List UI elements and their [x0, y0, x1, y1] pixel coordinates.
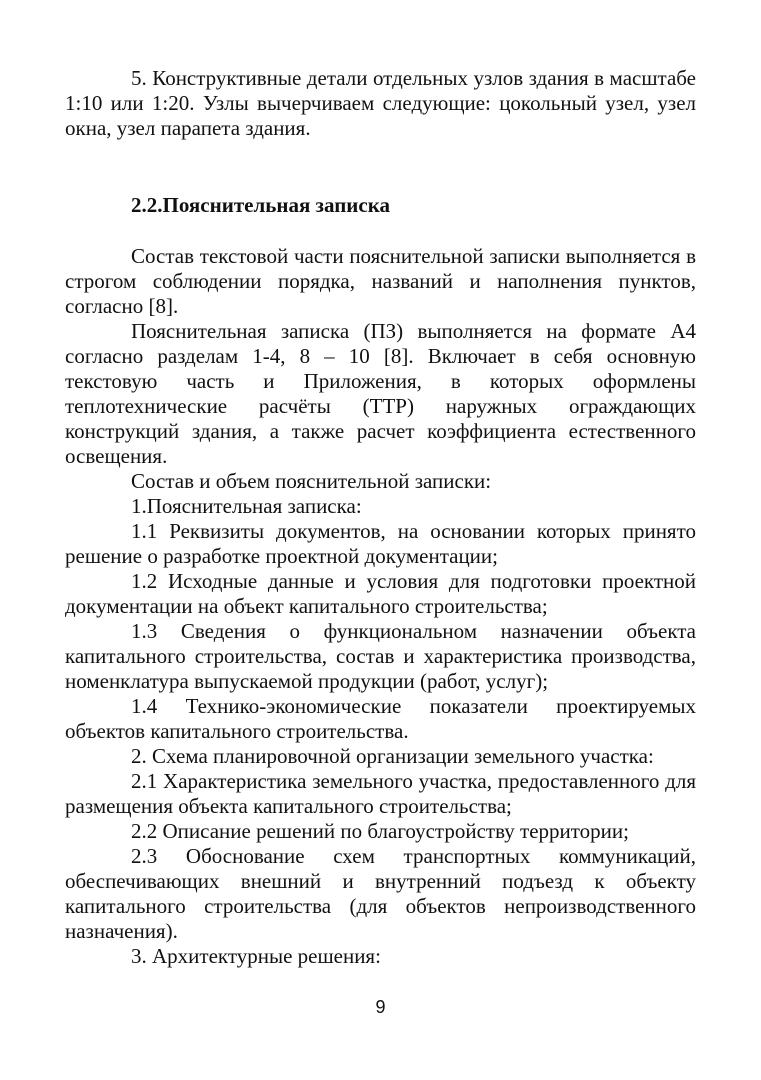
list-item: 1.2 Исходные данные и условия для подготовки проектной документации на объект капитального строительства;: [65, 569, 696, 618]
list-item: 2.1 Характеристика земельного участка, предоставленного для размещения объекта капитального строительства;: [65, 769, 696, 818]
list-item: 2.3 Обоснование схем транспортных коммуникаций, обеспечивающих внешний и внутренний подъезд к объекту капитального строительства (для объектов непроизводственного назначения).: [65, 844, 696, 943]
body-text: [65, 244, 696, 969]
list-item: 3. Архитектурные решения:: [131, 944, 381, 968]
list-item: 1.4 Технико-экономические показатели проектируемых объектов капитального строительства.: [65, 694, 696, 743]
intro-paragraph: 5. Конструктивные детали отдельных узлов здания в масштабе 1:10 или 1:20. Узлы вычерчиваем следующие: цокольный узел, узел окна, узел парапета здания.: [65, 66, 696, 140]
page-number: 9: [375, 997, 386, 1017]
section-heading-block: [65, 193, 696, 218]
list-item: 1.Пояснительная записка:: [131, 494, 362, 518]
list-item: 2. Схема планировочной организации земельного участка:: [131, 744, 654, 768]
list-item: 2.2 Описание решений по благоустройству территории;: [131, 819, 629, 843]
list-item: 1.1 Реквизиты документов, на основании которых принято решение о разработке проектной документации;: [65, 519, 696, 568]
paragraph: Состав и объем пояснительной записки:: [131, 469, 492, 493]
section-heading: 2.2.Пояснительная записка: [131, 193, 391, 217]
paragraph: Состав текстовой части пояснительной записки выполняется в строгом соблюдении порядка, названий и наполнения пунктов, согласно [8].: [65, 244, 696, 318]
list-item: 1.3 Сведения о функциональном назначении объекта капитального строительства, состав и характеристика производства, номенклатура выпускаемой продукции (работ, услуг);: [65, 619, 696, 693]
intro-block: [65, 66, 696, 141]
paragraph: Пояснительная записка (ПЗ) выполняется на формате А4 согласно разделам 1-4, 8 – 10 [8]. Включает в себя основную текстовую часть и Приложения, в которых оформлены теплотехнические расчёты (ТТР) наружных ограждающих конструкций здания, а также расчет коэффициента естественного освещения.: [65, 319, 696, 468]
